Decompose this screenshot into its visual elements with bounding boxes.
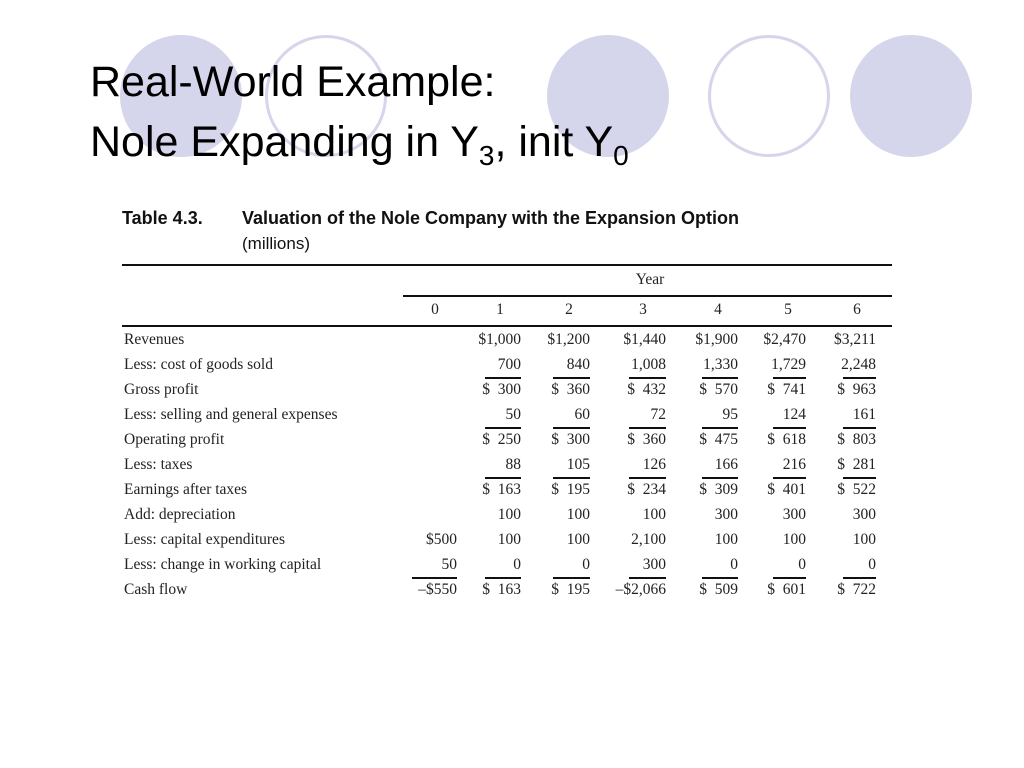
table-cell: 100	[852, 531, 876, 548]
row-label: Gross profit	[124, 381, 199, 398]
cell-underline	[553, 377, 590, 379]
table-cell: $ 195	[551, 581, 590, 598]
cell-underline	[843, 377, 876, 379]
year-col-header: 3	[639, 301, 647, 318]
table-cell: $ 741	[767, 381, 806, 398]
table-cell: –$2,066	[615, 581, 666, 598]
table-cell: $ 570	[699, 381, 738, 398]
table-cell: $ 163	[482, 481, 521, 498]
cell-underline	[629, 477, 666, 479]
table-cell: 50	[505, 406, 521, 423]
table-cell: 300	[782, 506, 806, 523]
cell-underline	[773, 477, 806, 479]
table-cell: $ 722	[837, 581, 876, 598]
table-cell: 300	[852, 506, 876, 523]
table-cell: 300	[642, 556, 666, 573]
table-number: Table 4.3.	[122, 208, 203, 228]
year-col-header: 1	[496, 301, 504, 318]
table-cell: $ 475	[699, 431, 738, 448]
cell-underline	[843, 427, 876, 429]
cell-underline	[773, 377, 806, 379]
table-cell: $1,000	[478, 331, 521, 348]
table-cell: $ 401	[767, 481, 806, 498]
table-cell: 105	[566, 456, 590, 473]
table-cell: 95	[722, 406, 738, 423]
table-cell: 100	[566, 531, 590, 548]
table-cell: 300	[714, 506, 738, 523]
cell-underline	[485, 377, 521, 379]
table-cell: 88	[505, 456, 521, 473]
table-heading: Valuation of the Nole Company with the Expansion Option	[242, 208, 740, 228]
table-cell: 2,100	[631, 531, 666, 548]
cell-underline	[553, 477, 590, 479]
cell-underline	[702, 577, 738, 579]
table-cell: 72	[650, 406, 666, 423]
table-cell: 840	[566, 356, 590, 373]
year-col-header: 6	[853, 301, 861, 318]
table-cell: $ 300	[551, 431, 590, 448]
table-cell: 0	[582, 556, 590, 573]
cell-underline	[412, 577, 457, 579]
row-label: Less: cost of goods sold	[124, 356, 273, 373]
table-cell: 100	[782, 531, 806, 548]
table-cell: $3,211	[833, 331, 876, 348]
row-label: Less: taxes	[124, 456, 193, 473]
table-cell: 100	[497, 531, 521, 548]
year-col-header: 5	[784, 301, 792, 318]
table-cell: $1,200	[547, 331, 590, 348]
row-label: Earnings after taxes	[124, 481, 248, 498]
table-cell: 0	[798, 556, 806, 573]
cell-underline	[629, 377, 666, 379]
table-cell: $2,470	[763, 331, 806, 348]
table-cell: 1,330	[703, 356, 738, 373]
table-cell: 50	[441, 556, 457, 573]
cell-underline	[843, 577, 876, 579]
table-cell: 60	[574, 406, 590, 423]
table-cell: –$550	[418, 581, 457, 598]
title-line-1: Real-World Example:	[90, 58, 496, 106]
cell-underline	[702, 427, 738, 429]
cell-underline	[553, 577, 590, 579]
table-cell: $ 963	[837, 381, 876, 398]
table-cell: 0	[868, 556, 876, 573]
year-col-header: 2	[565, 301, 573, 318]
table-cell: 100	[497, 506, 521, 523]
table-cell: $ 803	[837, 431, 876, 448]
table-cell: 1,008	[631, 356, 666, 373]
year-header: Year	[635, 271, 665, 288]
cell-underline	[702, 477, 738, 479]
table-cell: $ 250	[482, 431, 521, 448]
row-label: Revenues	[124, 331, 185, 348]
cell-underline	[629, 427, 666, 429]
table-cell: $1,900	[695, 331, 738, 348]
table-cell: 100	[714, 531, 738, 548]
table-cell: 700	[497, 356, 521, 373]
table-cell: $ 300	[482, 381, 521, 398]
table-cell: $ 360	[627, 431, 666, 448]
row-label: Less: capital expenditures	[124, 531, 285, 548]
cell-underline	[702, 377, 738, 379]
table-units: (millions)	[242, 234, 310, 253]
cell-underline	[485, 427, 521, 429]
cell-underline	[485, 477, 521, 479]
cell-underline	[485, 577, 521, 579]
table-cell: $ 281	[837, 456, 876, 473]
row-label: Cash flow	[124, 581, 188, 598]
table-cell: 216	[782, 456, 806, 473]
row-label: Operating profit	[124, 431, 225, 448]
table-cell: 0	[730, 556, 738, 573]
row-label: Less: change in working capital	[124, 556, 322, 573]
year-col-header: 0	[431, 301, 439, 318]
table-cell: $ 309	[699, 481, 738, 498]
table-cell: $ 163	[482, 581, 521, 598]
year-col-header: 4	[714, 301, 722, 318]
table-cell: 124	[782, 406, 806, 423]
table-cell: $ 522	[837, 481, 876, 498]
table-cell: 1,729	[771, 356, 806, 373]
table-cell: $1,440	[623, 331, 666, 348]
cell-underline	[773, 577, 806, 579]
table-cell: 100	[642, 506, 666, 523]
cell-underline	[773, 427, 806, 429]
table-cell: $ 195	[551, 481, 590, 498]
cell-underline	[843, 477, 876, 479]
table-cell: 126	[642, 456, 666, 473]
table-cell: 166	[714, 456, 738, 473]
table-cell: 0	[513, 556, 521, 573]
cell-underline	[553, 427, 590, 429]
row-label: Add: depreciation	[124, 506, 236, 523]
table-cell: $ 618	[767, 431, 806, 448]
table-cell: $ 432	[627, 381, 666, 398]
row-label: Less: selling and general expenses	[124, 406, 338, 423]
table-cell: 2,248	[841, 356, 876, 373]
table-cell: 161	[852, 406, 876, 423]
table-cell: $ 234	[627, 481, 666, 498]
table-cell: $ 360	[551, 381, 590, 398]
table-cell: $ 509	[699, 581, 738, 598]
title-line-2: Nole Expanding in $Y_3$, init $Y_0$	[90, 118, 629, 171]
table-cell: 100	[566, 506, 590, 523]
table-cell: $ 601	[767, 581, 806, 598]
table-cell: $500	[426, 531, 457, 548]
cell-underline	[629, 577, 666, 579]
